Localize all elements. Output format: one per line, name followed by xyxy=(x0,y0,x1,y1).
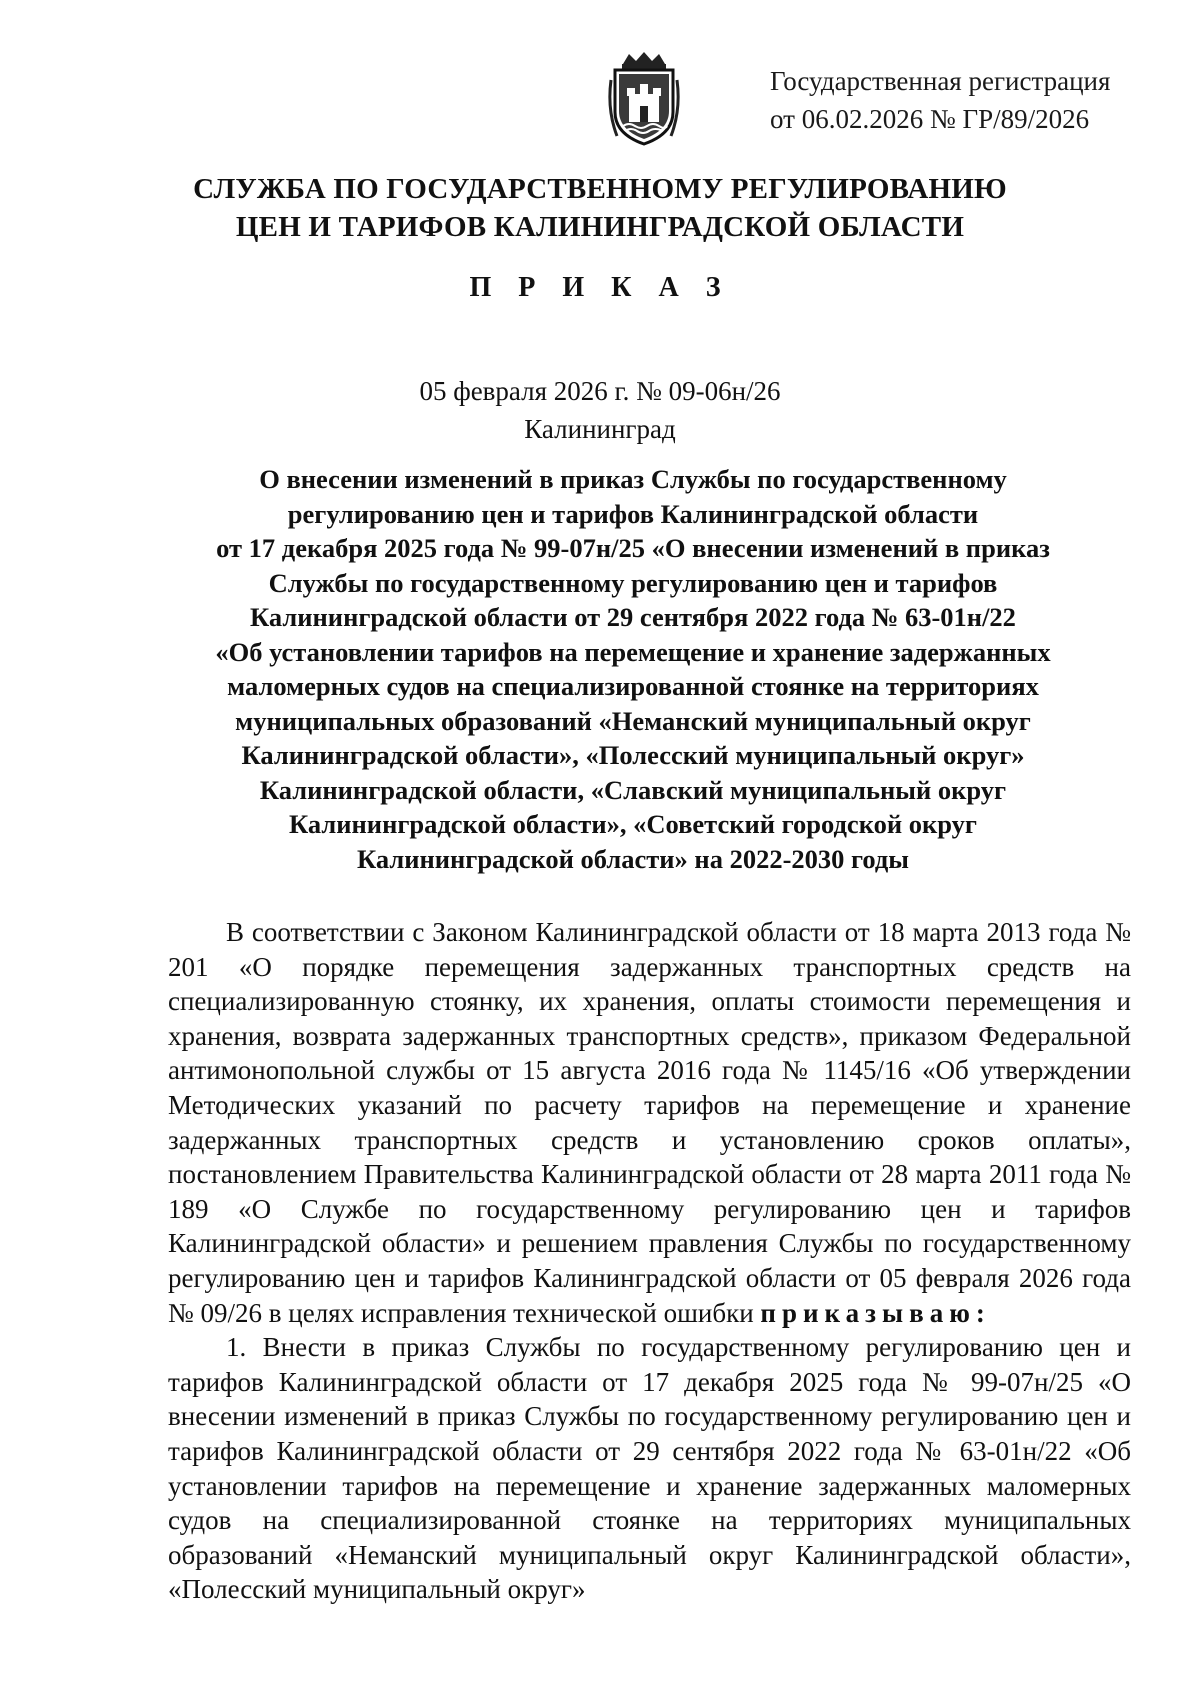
order-subject xyxy=(168,462,1098,876)
document-type-heading: П Р И К А З xyxy=(469,272,731,303)
order-city: Калининград xyxy=(524,414,676,444)
order-date-number: 05 февраля 2026 г. № 09-06н/26 xyxy=(419,376,781,406)
subject-line: Калининградской области, «Славский муниципальный округ xyxy=(259,774,1007,805)
subject-line: Службы по государственному регулированию цен и тарифов xyxy=(268,567,998,598)
order-directive: приказываю: xyxy=(760,1297,991,1328)
order-date-block xyxy=(0,372,1200,448)
preamble-text: В соответствии с Законом Калининградской области от 18 марта 2013 года № 201 «О порядке перемещения задержанных транспортных средств на специализированную стоянку, их хранения, оплаты стоимости перемещения и хранения, возврата задержанных транспортных средств», приказом Федеральной антимонопольной службы от 15 августа 2016 года № 1145/16 «Об утверждении Методических указаний по расчету тарифов на перемещение и хранение задержанных транспортных средств и установлению сроков оплаты», постановлением Правительства Калининградской области от 28 марта 2011 года № 189 «О Службе по государственному регулированию цен и тарифов Калининградской области» и решением правления Службы по государственному регулированию цен и тарифов Калининградской области от 05 февраля 2026 года № 09/26 в целях исправления технической ошибки xyxy=(168,917,1131,1328)
body-paragraph-preamble xyxy=(168,915,1131,1330)
subject-line: Калининградской области от 29 сентября 2022 года № 63-01н/22 xyxy=(250,602,1016,632)
agency-title xyxy=(0,170,1200,246)
subject-line: от 17 декабря 2025 года № 99-07н/25 «О внесении изменений в приказ xyxy=(216,533,1050,563)
registration-label: Государственная регистрация xyxy=(770,66,1111,96)
agency-title-line: ЦЕН И ТАРИФОВ КАЛИНИНГРАДСКОЙ ОБЛАСТИ xyxy=(235,211,965,243)
coat-of-arms-icon xyxy=(605,50,683,148)
registration-number: от 06.02.2026 № ГР/89/2026 xyxy=(770,104,1090,134)
body-paragraph-item-1: 1. Внести в приказ Службы по государственному регулированию цен и тарифов Калининградской области от 17 декабря 2025 года № 99-07н/25 «О внесении изменений в приказ Службы по государственному регулированию цен и тарифов Калининградской области от 29 сентября 2022 года № 63-01н/22 «Об установлении тарифов на перемещение и хранение задержанных маломерных судов на специализированной стоянке на территориях муниципальных образований «Неманский муниципальный округ Калининградской области», «Полесский муниципальный округ» xyxy=(168,1332,1131,1605)
subject-line: О внесении изменений в приказ Службы по государственному xyxy=(259,464,1007,494)
subject-line: «Об установлении тарифов на перемещение и хранение задержанных xyxy=(215,636,1051,667)
subject-line: маломерных судов на специализированной стоянке на территориях xyxy=(227,671,1039,701)
agency-title-line: СЛУЖБА ПО ГОСУДАРСТВЕННОМУ РЕГУЛИРОВАНИЮ xyxy=(193,173,1007,205)
subject-line: Калининградской области», «Советский городской округ xyxy=(289,809,977,839)
subject-line: Калининградской области», «Полесский муниципальный округ» xyxy=(241,740,1025,770)
registration-stamp xyxy=(770,62,1160,138)
subject-line: регулированию цен и тарифов Калининградской области xyxy=(287,498,979,529)
order-body xyxy=(168,915,1131,1607)
subject-line: Калининградской области» на 2022-2030 годы xyxy=(357,843,909,874)
subject-line: муниципальных образований «Неманский муниципальный округ xyxy=(235,705,1031,736)
